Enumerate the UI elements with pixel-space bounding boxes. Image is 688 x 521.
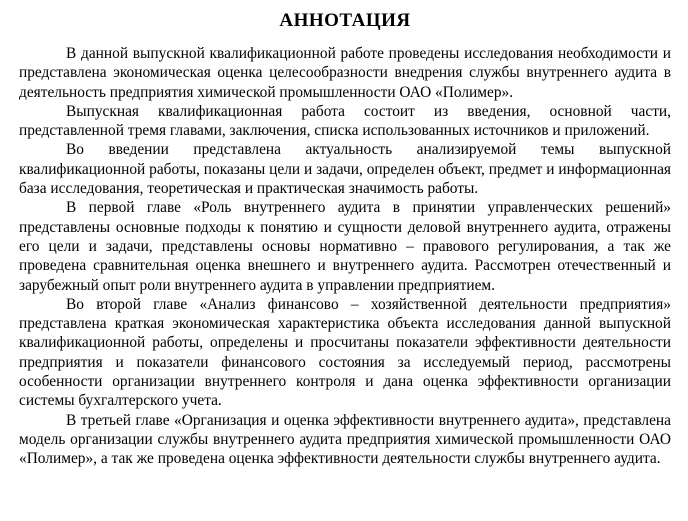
document-title: АННОТАЦИЯ bbox=[279, 10, 411, 31]
paragraph-introduction: Во введении представлена актуальность анализируемой темы выпускной квалификационной работы, показаны цели и задачи, определен объект, предмет и информационная база исследования, теоретическая и практическая значимость работы. bbox=[19, 141, 671, 198]
paragraph-purpose: В данной выпускной квалификационной работе проведены исследования необходимости и представлена экономическая оценка целесообразности внедрения службы внутреннего аудита в деятельность предприятия химической промышленности ОАО «Полимер». bbox=[19, 45, 671, 101]
paragraph-chapter-two: Во второй главе «Анализ финансово – хозяйственной деятельности предприятия» представлена краткая экономическая характеристика объекта исследования данной выпускной квалификационной работы, определены и просчитаны показатели эффективности деятельности предприятия и показатели финансового состояния за исследуемый период, рассмотрены особенности организации внутреннего контроля и дана оценка эффективности организации системы бухгалтерского учета. bbox=[19, 295, 671, 410]
paragraph-chapter-three: В третьей главе «Организация и оценка эффективности внутреннего аудита», представлена модель организации службы внутреннего аудита предприятия химической промышленности ОАО «Полимер», а так же проведена оценка эффективности деятельности службы внутреннего аудита. bbox=[19, 411, 671, 468]
paragraph-structure: Выпускная квалификационная работа состоит из введения, основной части, представленной тремя главами, заключения, списка использованных источников и приложений. bbox=[19, 102, 671, 140]
paragraph-chapter-one: В первой главе «Роль внутреннего аудита в принятии управленческих решений» представлены основные подходы к понятию и сущности деловой внутреннего аудита, отражены его цели и задачи, представлены основы нормативно – правового регулирования, а так же проведена сравнительная оценка внешнего и внутреннего аудита. Рассмотрен отечественный и зарубежный опыт роли внутреннего аудита в управлении предприятием. bbox=[19, 199, 671, 294]
